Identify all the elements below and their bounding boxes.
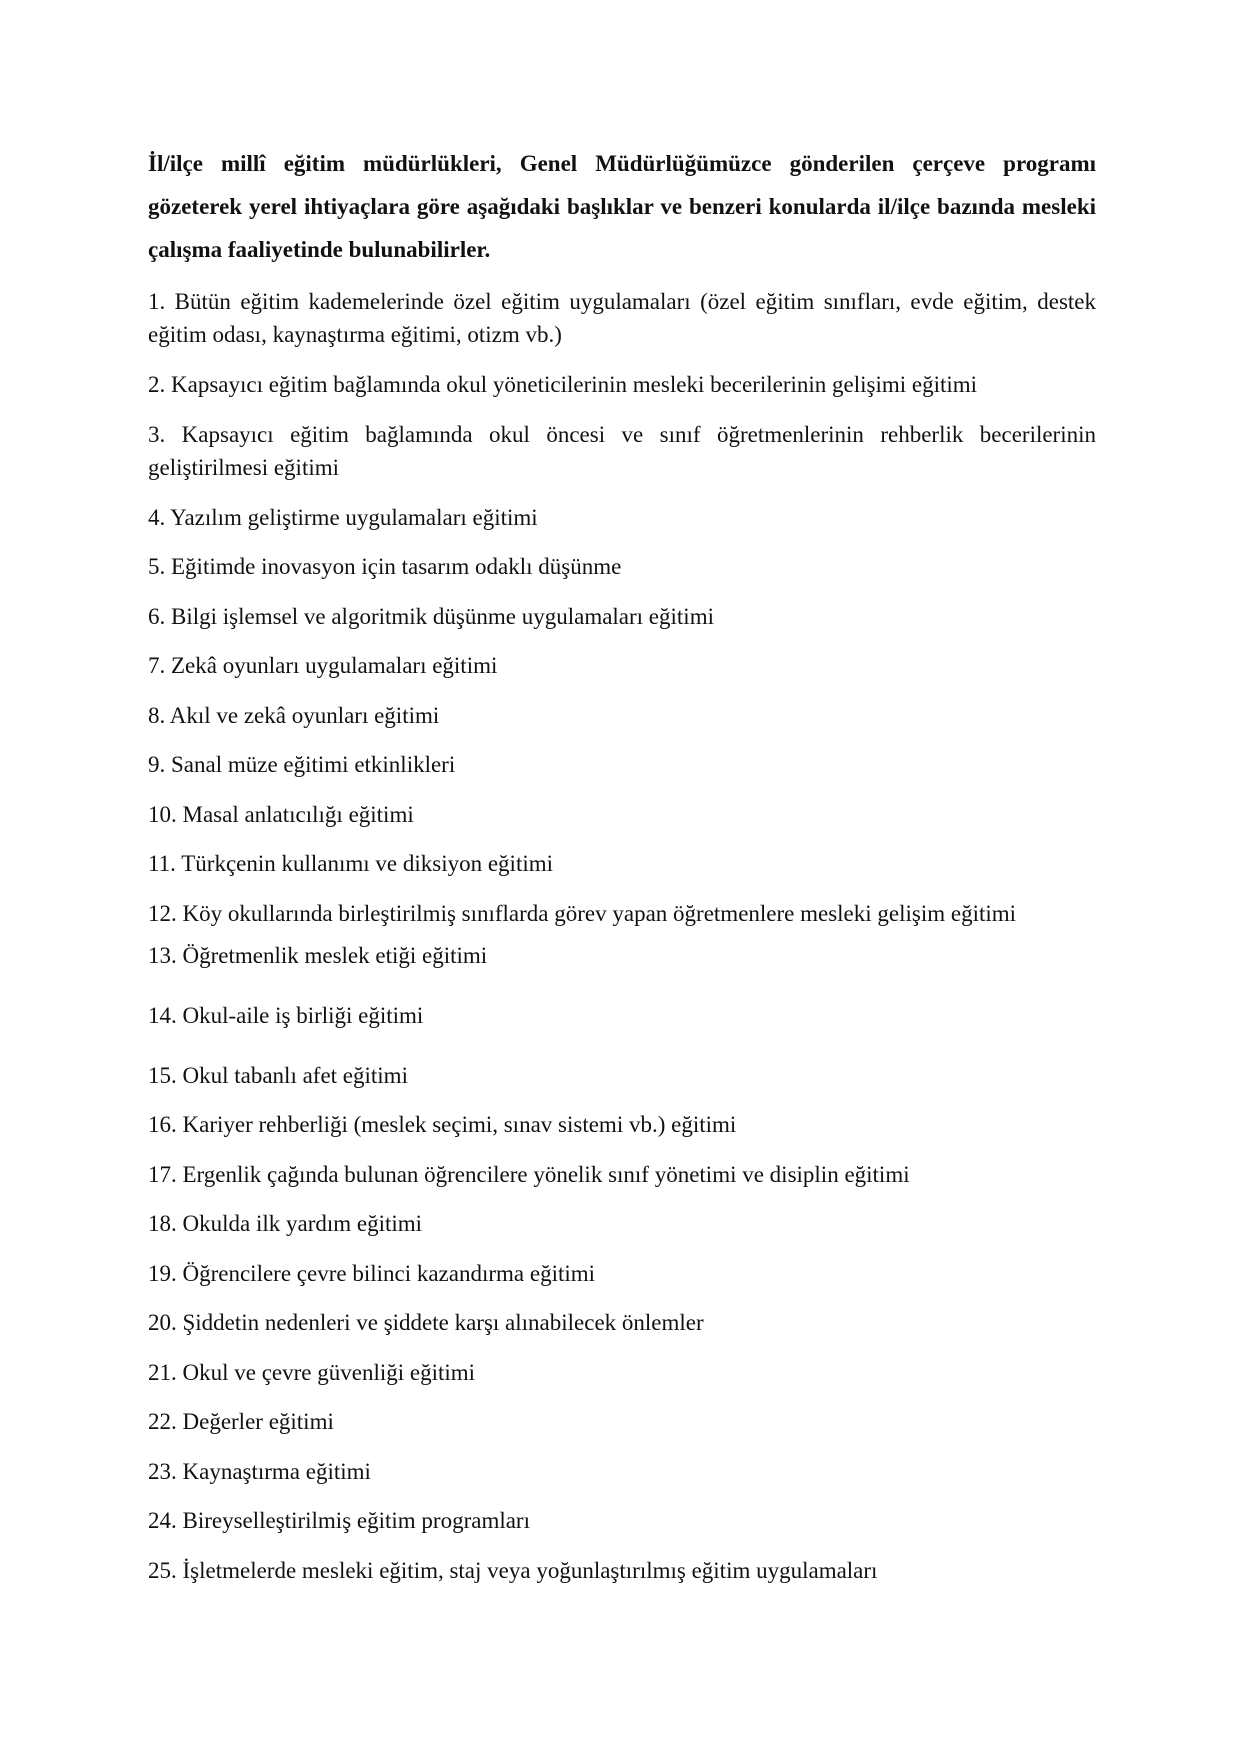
- list-item: 2. Kapsayıcı eğitim bağlamında okul yöneticilerinin mesleki becerilerinin gelişimi eğitimi: [148, 372, 978, 397]
- list-item: 1. Bütün eğitim kademelerinde özel eğitim uygulamaları (özel eğitim sınıfları, evde eğitim, destek eğitim odası, kaynaştırma eğitimi, otizm vb.): [148, 289, 1096, 347]
- list-item: 18. Okulda ilk yardım eğitimi: [148, 1211, 423, 1236]
- list-item: 6. Bilgi işlemsel ve algoritmik düşünme uygulamaları eğitimi: [148, 603, 714, 629]
- list-item: 17. Ergenlik çağında bulunan öğrencilere yönelik sınıf yönetimi ve disiplin eğitimi: [148, 1161, 910, 1187]
- training-topics-list: [148, 285, 1096, 1603]
- list-item: 22. Değerler eğitimi: [148, 1409, 334, 1434]
- list-item: 5. Eğitimde inovasyon için tasarım odaklı düşünme: [148, 554, 622, 579]
- list-item: 11. Türkçenin kullanımı ve diksiyon eğitimi: [148, 851, 554, 876]
- list-item: 13. Öğretmenlik meslek etiği eğitimi: [148, 942, 488, 968]
- list-item: 4. Yazılım geliştirme uygulamaları eğitimi: [148, 504, 538, 530]
- list-item: 21. Okul ve çevre güvenliği eğitimi: [148, 1359, 476, 1385]
- list-item: 19. Öğrencilere çevre bilinci kazandırma eğitimi: [148, 1260, 596, 1286]
- list-item: 3. Kapsayıcı eğitim bağlamında okul öncesi ve sınıf öğretmenlerinin rehberlik becerilerinin geliştirilmesi eğitimi: [148, 421, 1096, 480]
- list-item: 9. Sanal müze eğitimi etkinlikleri: [148, 752, 456, 777]
- list-item: 10. Masal anlatıcılığı eğitimi: [148, 801, 414, 827]
- list-item: 24. Bireyselleştirilmiş eğitim programları: [148, 1508, 530, 1533]
- list-item: 25. İşletmelerde mesleki eğitim, staj veya yoğunlaştırılmış eğitim uygulamaları: [148, 1557, 878, 1583]
- list-item: 23. Kaynaştırma eğitimi: [148, 1458, 371, 1484]
- list-item: 16. Kariyer rehberliği (meslek seçimi, sınav sistemi vb.) eğitimi: [148, 1112, 737, 1137]
- document-body: [148, 142, 1096, 1603]
- intro-paragraph: İl/ilçe millî eğitim müdürlükleri, Genel Müdürlüğümüzce gönderilen çerçeve programı gözeterek yerel ihtiyaçlara göre aşağıdaki başlıklar ve benzeri konularda il/ilçe bazında mesleki çalışma faaliyetinde bulunabilirler.: [148, 151, 1096, 262]
- list-item: 7. Zekâ oyunları uygulamaları eğitimi: [148, 653, 498, 678]
- list-item: 8. Akıl ve zekâ oyunları eğitimi: [148, 702, 440, 728]
- list-item: 12. Köy okullarında birleştirilmiş sınıflarda görev yapan öğretmenlere mesleki gelişim eğitimi: [148, 900, 1017, 926]
- list-item: 20. Şiddetin nedenleri ve şiddete karşı alınabilecek önlemler: [148, 1310, 704, 1335]
- list-item: 14. Okul-aile iş birliği eğitimi: [148, 1002, 424, 1028]
- list-item: 15. Okul tabanlı afet eğitimi: [148, 1062, 408, 1088]
